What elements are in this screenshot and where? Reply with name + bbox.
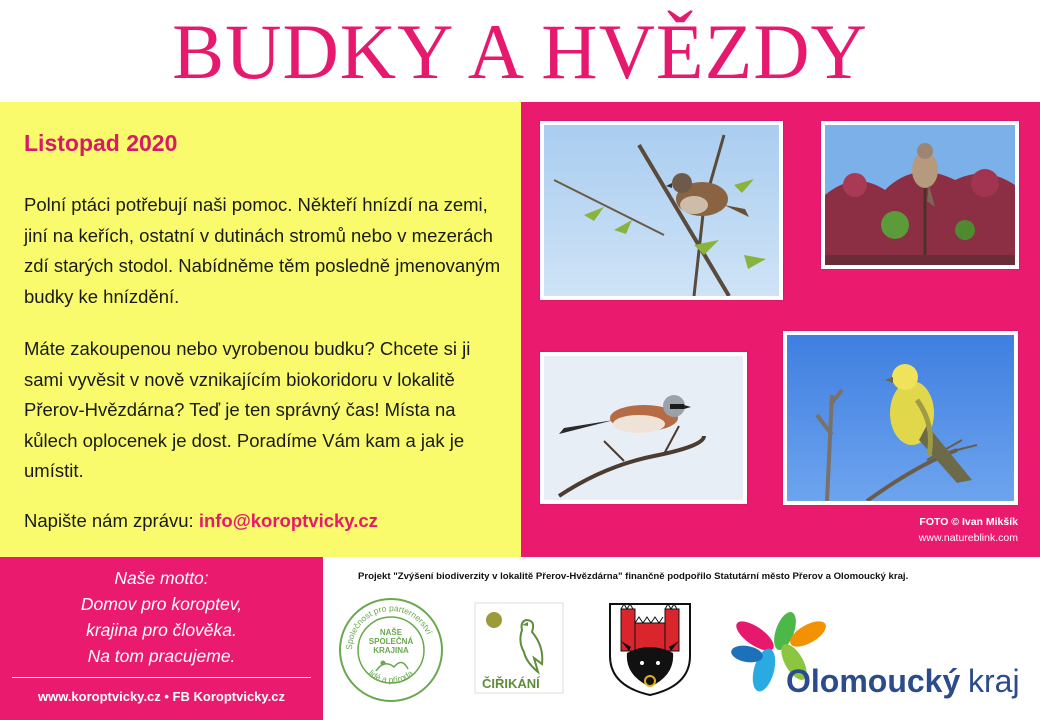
photo-credit-website[interactable]: www.natureblink.com [918,532,1018,544]
photo-credit [919,514,1018,546]
contact-line [24,506,514,537]
photo-credit-name: FOTO © Ivan Mikšík [919,516,1018,528]
motto-line-3: krajina pro člověka. [86,620,237,640]
svg-text:lidé a příroda [367,668,415,685]
logo1-bottom-text: lidé a příroda [366,667,415,685]
contact-prefix: Napište nám zprávu: [24,510,199,531]
shrike-photo [540,352,747,504]
project-funding-text: Projekt "Zvýšení biodiverzity v lokalitě Přerov-Hvězdárna" finančně podpořilo Statutární město Přerov a Olomoucký kraj. [358,571,909,582]
olomoucky-kraj-logo [722,606,1028,702]
motto-line-4: Na tom pracujeme. [87,646,236,666]
photo-panel [521,102,1040,557]
logo1-line-2: SPOLEČNÁ [368,637,414,646]
logo1-line-1: NAŠE [379,628,403,637]
motto-panel [0,557,323,720]
cirikani-logo [474,602,564,694]
nase-spolecna-krajina-logo [338,597,444,703]
prerov-coat-of-arms-logo [607,601,693,697]
logo4-text-1: Olomoucký [786,663,961,699]
info-panel [0,102,521,557]
date-subtitle: Listopad 2020 [24,130,178,156]
motto-line-1: Naše motto: [114,568,209,588]
logo2-text: ČIŘIKÁNÍ [482,676,540,691]
logo4-text-2: kraj [968,663,1020,699]
motto-text [0,565,323,669]
page-title: BUDKY A HVĚZDY [172,8,868,95]
logo1-line-3: KRAJINA [373,646,409,655]
intro-paragraph: Polní ptáci potřebují naši pomoc. Někteří hnízdí na zemi, jiní na keřích, ostatní v dutinách stromů nebo v mezerách zdí starých stodol. Nabídněme těm posledně jmenovaným budky ke hnízdění. [24,194,501,307]
yellowhammer-photo [783,331,1018,505]
divider [12,677,311,678]
motto-line-2: Domov pro koroptev, [80,594,243,614]
website-links[interactable]: www.koroptvicky.cz • FB Koroptvicky.cz [37,689,286,704]
sparrow-photo [540,121,783,300]
linnet-photo [821,121,1019,269]
email-link[interactable]: info@koroptvicky.cz [198,510,378,531]
invitation-paragraph: Máte zakoupenou nebo vyrobenou budku? Chcete si ji sami vyvěsit v nově vznikajícím biokoridoru v lokalitě Přerov-Hvězdárna? Teď je ten správný čas! Místa na kůlech oplocenek je dost. Poradíme Vám kam a jak je umístit. [24,338,471,481]
logo1-ring-text: Společnost pro parternerství [343,602,435,651]
